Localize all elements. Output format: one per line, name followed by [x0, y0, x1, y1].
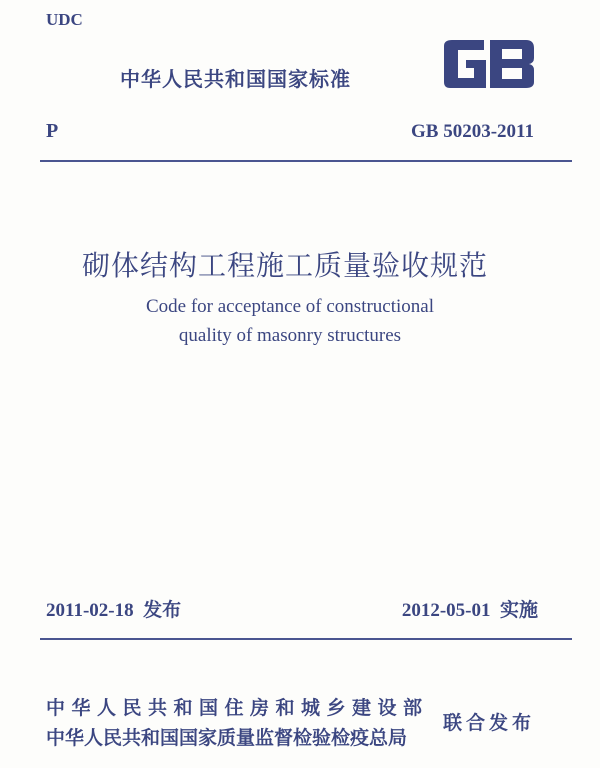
udc-label: UDC — [46, 10, 83, 29]
issue-label: 发布 — [143, 599, 182, 621]
effective-label: 实施 — [499, 599, 538, 621]
gb-logo — [440, 38, 536, 90]
standard-code: GB 50203-2011 — [411, 121, 534, 142]
category-label: P — [46, 120, 59, 142]
joint-issue-label: 联合发布 — [443, 712, 536, 734]
effective-date — [402, 595, 538, 622]
issue-date-value: 2011-02-18 — [46, 600, 134, 621]
title-chinese: 砌体结构工程施工质量验收规范 — [82, 249, 489, 282]
title-english-line2: quality of masonry structures — [178, 325, 402, 346]
issuer-2: 中华人民共和国国家质量监督检验检疫总局 — [46, 727, 408, 749]
issuer-1: 中华人民共和国住房和城乡建设部 — [46, 697, 429, 719]
standard-type: 中华人民共和国国家标准 — [120, 67, 351, 91]
issue-date — [46, 595, 181, 622]
effective-date-value: 2012-05-01 — [401, 600, 491, 621]
title-english-line1: Code for acceptance of constructional — [145, 296, 435, 317]
bottom-rule — [40, 638, 572, 640]
top-rule — [40, 160, 572, 162]
